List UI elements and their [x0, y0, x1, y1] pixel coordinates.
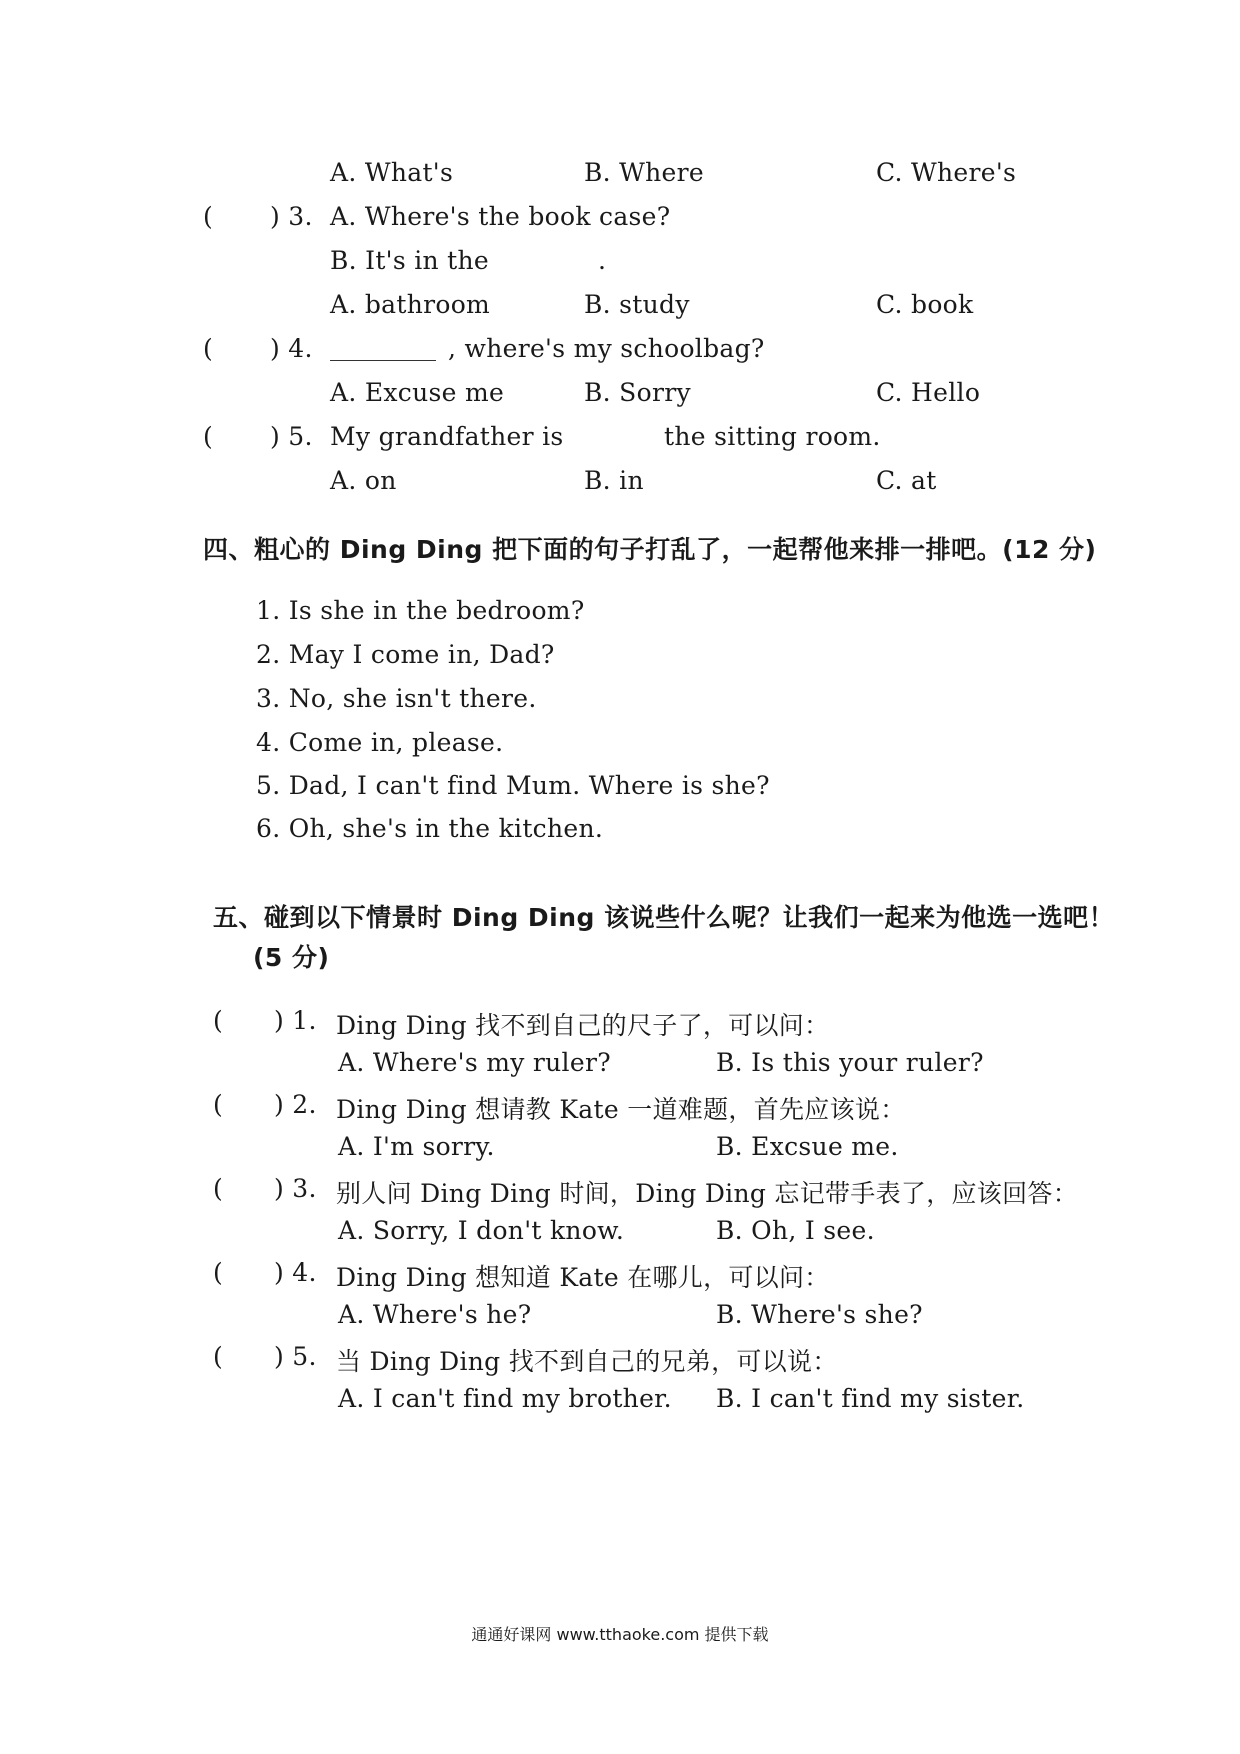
s4-sentence-3: 3. No, she isn't there.: [256, 684, 537, 713]
q3-option-a: A. bathroom: [330, 290, 491, 319]
s5-q2-option-a: A. I'm sorry.: [338, 1132, 495, 1161]
s4-sentence-5: 5. Dad, I can't find Mum. Where is she?: [256, 771, 770, 800]
answer-paren-open: (: [213, 1174, 223, 1203]
answer-paren-open: (: [203, 334, 213, 363]
q5-number: ) 5.: [270, 422, 313, 451]
answer-paren-open: (: [213, 1090, 223, 1119]
section5-heading: 五、碰到以下情景时 Ding Ding 该说些什么呢？让我们一起来为他选一选吧！: [213, 903, 1115, 932]
q3-prompt-b-period: .: [598, 246, 607, 275]
q2-option-b: B. Where: [584, 158, 705, 187]
q4-option-c: C. Hello: [876, 378, 981, 407]
s5-q3-option-b: B. Oh, I see.: [716, 1216, 875, 1245]
s5-q2-number: ) 2.: [274, 1090, 317, 1119]
s5-q4-option-a: A. Where's he?: [338, 1300, 532, 1329]
s5-q5-option-b: B. I can't find my sister.: [716, 1384, 1025, 1413]
q4-number: ) 4.: [270, 334, 313, 363]
q3-prompt-b: B. It's in the: [330, 246, 490, 275]
s5-q5-option-a: A. I can't find my brother.: [338, 1384, 672, 1413]
s5-q1-prompt: Ding Ding 找不到自己的尺子了，可以问：: [336, 1011, 830, 1040]
q4-blank[interactable]: [330, 338, 436, 365]
footer-credit: 通通好课网 www.tthaoke.com 提供下载: [471, 1625, 769, 1644]
q3-option-b: B. study: [584, 290, 690, 319]
s4-sentence-1: 1. Is she in the bedroom?: [256, 596, 585, 625]
s5-q1-option-b: B. Is this your ruler?: [716, 1048, 984, 1077]
section5-heading-score: (5 分): [253, 943, 330, 972]
s5-q4-prompt: Ding Ding 想知道 Kate 在哪儿，可以问：: [336, 1263, 830, 1292]
q5-option-a: A. on: [330, 466, 397, 495]
q2-option-c: C. Where's: [876, 158, 1017, 187]
q4-prompt: , where's my schoolbag?: [448, 334, 765, 363]
q5-prompt-start: My grandfather is: [330, 422, 564, 451]
q5-option-c: C. at: [876, 466, 937, 495]
answer-paren-open: (: [213, 1006, 223, 1035]
s5-q5-prompt: 当 Ding Ding 找不到自己的兄弟，可以说：: [336, 1347, 838, 1376]
s5-q3-option-a: A. Sorry, I don't know.: [338, 1216, 625, 1245]
s5-q1-number: ) 1.: [274, 1006, 317, 1035]
section4-heading: 四、粗心的 Ding Ding 把下面的句子打乱了，一起帮他来排一排吧。(12 分): [203, 535, 1097, 564]
q3-option-c: C. book: [876, 290, 974, 319]
q4-option-b: B. Sorry: [584, 378, 691, 407]
q5-option-b: B. in: [584, 466, 644, 495]
s5-q1-option-a: A. Where's my ruler?: [338, 1048, 611, 1077]
s5-q4-option-b: B. Where's she?: [716, 1300, 923, 1329]
s4-sentence-4: 4. Come in, please.: [256, 728, 504, 757]
q2-option-a: A. What's: [330, 158, 454, 187]
s4-sentence-2: 2. May I come in, Dad?: [256, 640, 555, 669]
s4-sentence-6: 6. Oh, she's in the kitchen.: [256, 814, 604, 843]
s5-q5-number: ) 5.: [274, 1342, 317, 1371]
q5-prompt-end: the sitting room.: [664, 422, 881, 451]
s5-q3-prompt: 别人问 Ding Ding 时间，Ding Ding 忘记带手表了，应该回答：: [336, 1179, 1079, 1208]
answer-paren-open: (: [213, 1258, 223, 1287]
s5-q4-number: ) 4.: [274, 1258, 317, 1287]
q3-prompt-a: A. Where's the book case?: [330, 202, 671, 231]
answer-paren-open: (: [203, 422, 213, 451]
answer-paren-open: (: [213, 1342, 223, 1371]
q4-option-a: A. Excuse me: [330, 378, 505, 407]
s5-q3-number: ) 3.: [274, 1174, 317, 1203]
q3-number: ) 3.: [270, 202, 313, 231]
s5-q2-option-b: B. Excsue me.: [716, 1132, 899, 1161]
s5-q2-prompt: Ding Ding 想请教 Kate 一道难题，首先应该说：: [336, 1095, 906, 1124]
answer-paren-open: (: [203, 202, 213, 231]
